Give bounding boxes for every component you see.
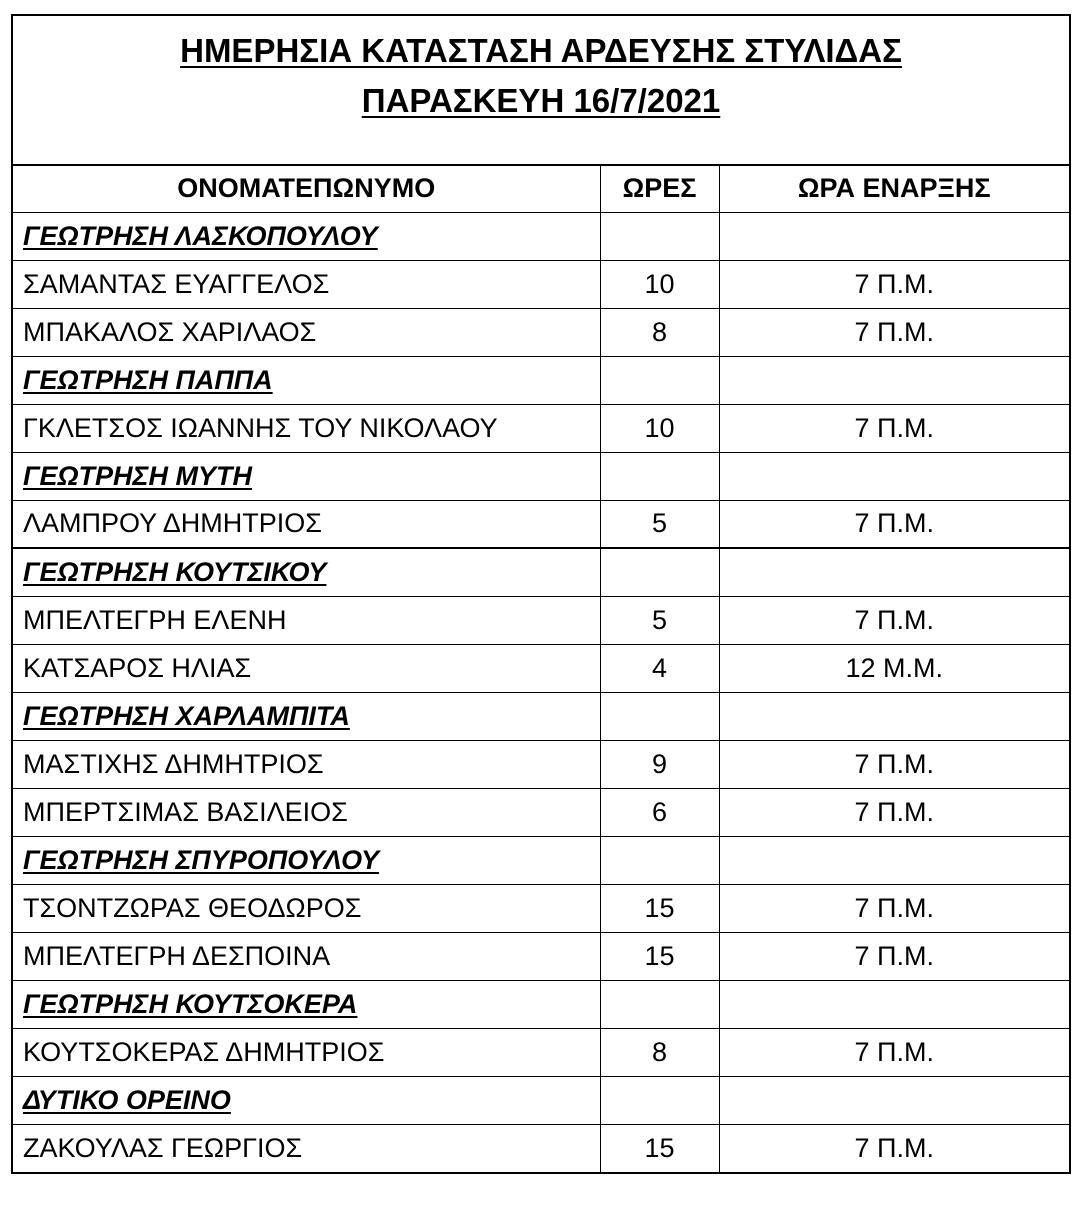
start-time-cell (719, 452, 1069, 500)
start-time-cell (719, 212, 1069, 260)
hours-cell: 10 (600, 404, 719, 452)
section-row (13, 212, 1069, 260)
start-time-cell: 7 Π.Μ. (719, 740, 1069, 788)
section-title: ΓΕΩΤΡΗΣΗ ΚΟΥΤΣΙΚΟΥ (13, 548, 600, 596)
person-name: ΛΑΜΠΡΟΥ ΔΗΜΗΤΡΙΟΣ (13, 500, 600, 548)
table-row (13, 932, 1069, 980)
start-time-cell: 7 Π.Μ. (719, 1028, 1069, 1076)
hours-cell: 5 (600, 596, 719, 644)
section-title: ΓΕΩΤΡΗΣΗ ΜΥΤΗ (13, 452, 600, 500)
hours-cell (600, 692, 719, 740)
table-row (13, 404, 1069, 452)
hours-cell (600, 980, 719, 1028)
person-name: ΜΠΕΛΤΕΓΡΗ ΕΛΕΝΗ (13, 596, 600, 644)
start-time-cell: 7 Π.Μ. (719, 1124, 1069, 1172)
hours-cell: 9 (600, 740, 719, 788)
person-name: ΚΑΤΣΑΡΟΣ ΗΛΙΑΣ (13, 644, 600, 692)
hours-cell (600, 356, 719, 404)
start-time-cell: 7 Π.Μ. (719, 308, 1069, 356)
table-row (13, 308, 1069, 356)
section-row (13, 1076, 1069, 1124)
table-row (13, 644, 1069, 692)
hours-cell: 10 (600, 260, 719, 308)
hours-cell (600, 1076, 719, 1124)
hours-cell: 15 (600, 884, 719, 932)
start-time-cell: 7 Π.Μ. (719, 884, 1069, 932)
table-row (13, 1028, 1069, 1076)
hours-cell: 6 (600, 788, 719, 836)
hours-cell: 15 (600, 1124, 719, 1172)
column-header-hours: ΩΡΕΣ (600, 166, 719, 212)
hours-cell: 8 (600, 308, 719, 356)
start-time-cell: 7 Π.Μ. (719, 404, 1069, 452)
schedule-table (13, 166, 1069, 1172)
table-row (13, 884, 1069, 932)
hours-cell: 15 (600, 932, 719, 980)
person-name: ΤΣΟΝΤΖΩΡΑΣ ΘΕΟΔΩΡΟΣ (13, 884, 600, 932)
section-title: ΓΕΩΤΡΗΣΗ ΠΑΠΠΑ (13, 356, 600, 404)
column-header-start-time: ΩΡΑ ΕΝΑΡΞΗΣ (719, 166, 1069, 212)
start-time-cell: 7 Π.Μ. (719, 500, 1069, 548)
hours-cell: 5 (600, 500, 719, 548)
start-time-cell: 12 Μ.Μ. (719, 644, 1069, 692)
table-row (13, 500, 1069, 548)
hours-cell (600, 836, 719, 884)
hours-cell (600, 212, 719, 260)
header-row (13, 166, 1069, 212)
section-row (13, 836, 1069, 884)
person-name: ΣΑΜΑΝΤΑΣ ΕΥΑΓΓΕΛΟΣ (13, 260, 600, 308)
section-title: ΓΕΩΤΡΗΣΗ ΣΠΥΡΟΠΟΥΛΟΥ (13, 836, 600, 884)
section-title: ΓΕΩΤΡΗΣΗ ΚΟΥΤΣΟΚΕΡΑ (13, 980, 600, 1028)
start-time-cell (719, 836, 1069, 884)
table-row (13, 260, 1069, 308)
start-time-cell (719, 548, 1069, 596)
hours-cell: 8 (600, 1028, 719, 1076)
person-name: ΜΠΑΚΑΛΟΣ ΧΑΡΙΛΑΟΣ (13, 308, 600, 356)
section-row (13, 980, 1069, 1028)
table-row (13, 740, 1069, 788)
title-block (13, 16, 1069, 166)
person-name: ΜΠΕΛΤΕΓΡΗ ΔΕΣΠΟΙΝΑ (13, 932, 600, 980)
person-name: ΖΑΚΟΥΛΑΣ ΓΕΩΡΓΙΟΣ (13, 1124, 600, 1172)
hours-cell (600, 452, 719, 500)
section-row (13, 548, 1069, 596)
start-time-cell (719, 980, 1069, 1028)
section-title: ΓΕΩΤΡΗΣΗ ΛΑΣΚΟΠΟΥΛΟΥ (13, 212, 600, 260)
irrigation-schedule-sheet (11, 14, 1071, 1174)
hours-cell (600, 548, 719, 596)
person-name: ΓΚΛΕΤΣΟΣ ΙΩΑΝΝΗΣ ΤΟΥ ΝΙΚΟΛΑΟΥ (13, 404, 600, 452)
column-header-name: ΟΝΟΜΑΤΕΠΩΝΥΜΟ (13, 166, 600, 212)
start-time-cell (719, 1076, 1069, 1124)
section-title: ΔΥΤΙΚΟ ΟΡΕΙΝΟ (13, 1076, 600, 1124)
start-time-cell: 7 Π.Μ. (719, 596, 1069, 644)
start-time-cell: 7 Π.Μ. (719, 932, 1069, 980)
section-row (13, 356, 1069, 404)
section-row (13, 692, 1069, 740)
person-name: ΚΟΥΤΣΟΚΕΡΑΣ ΔΗΜΗΤΡΙΟΣ (13, 1028, 600, 1076)
start-time-cell: 7 Π.Μ. (719, 788, 1069, 836)
start-time-cell (719, 356, 1069, 404)
person-name: ΜΠΕΡΤΣΙΜΑΣ ΒΑΣΙΛΕΙΟΣ (13, 788, 600, 836)
start-time-cell: 7 Π.Μ. (719, 260, 1069, 308)
section-title: ΓΕΩΤΡΗΣΗ ΧΑΡΛΑΜΠΙΤΑ (13, 692, 600, 740)
table-row (13, 788, 1069, 836)
table-row (13, 596, 1069, 644)
section-row (13, 452, 1069, 500)
start-time-cell (719, 692, 1069, 740)
table-row (13, 1124, 1069, 1172)
document-date: ΠΑΡΑΣΚΕΥΗ 16/7/2021 (361, 82, 721, 119)
hours-cell: 4 (600, 644, 719, 692)
person-name: ΜΑΣΤΙΧΗΣ ΔΗΜΗΤΡΙΟΣ (13, 740, 600, 788)
document-title: ΗΜΕΡΗΣΙΑ ΚΑΤΑΣΤΑΣΗ ΑΡΔΕΥΣΗΣ ΣΤΥΛΙΔΑΣ (180, 32, 902, 69)
